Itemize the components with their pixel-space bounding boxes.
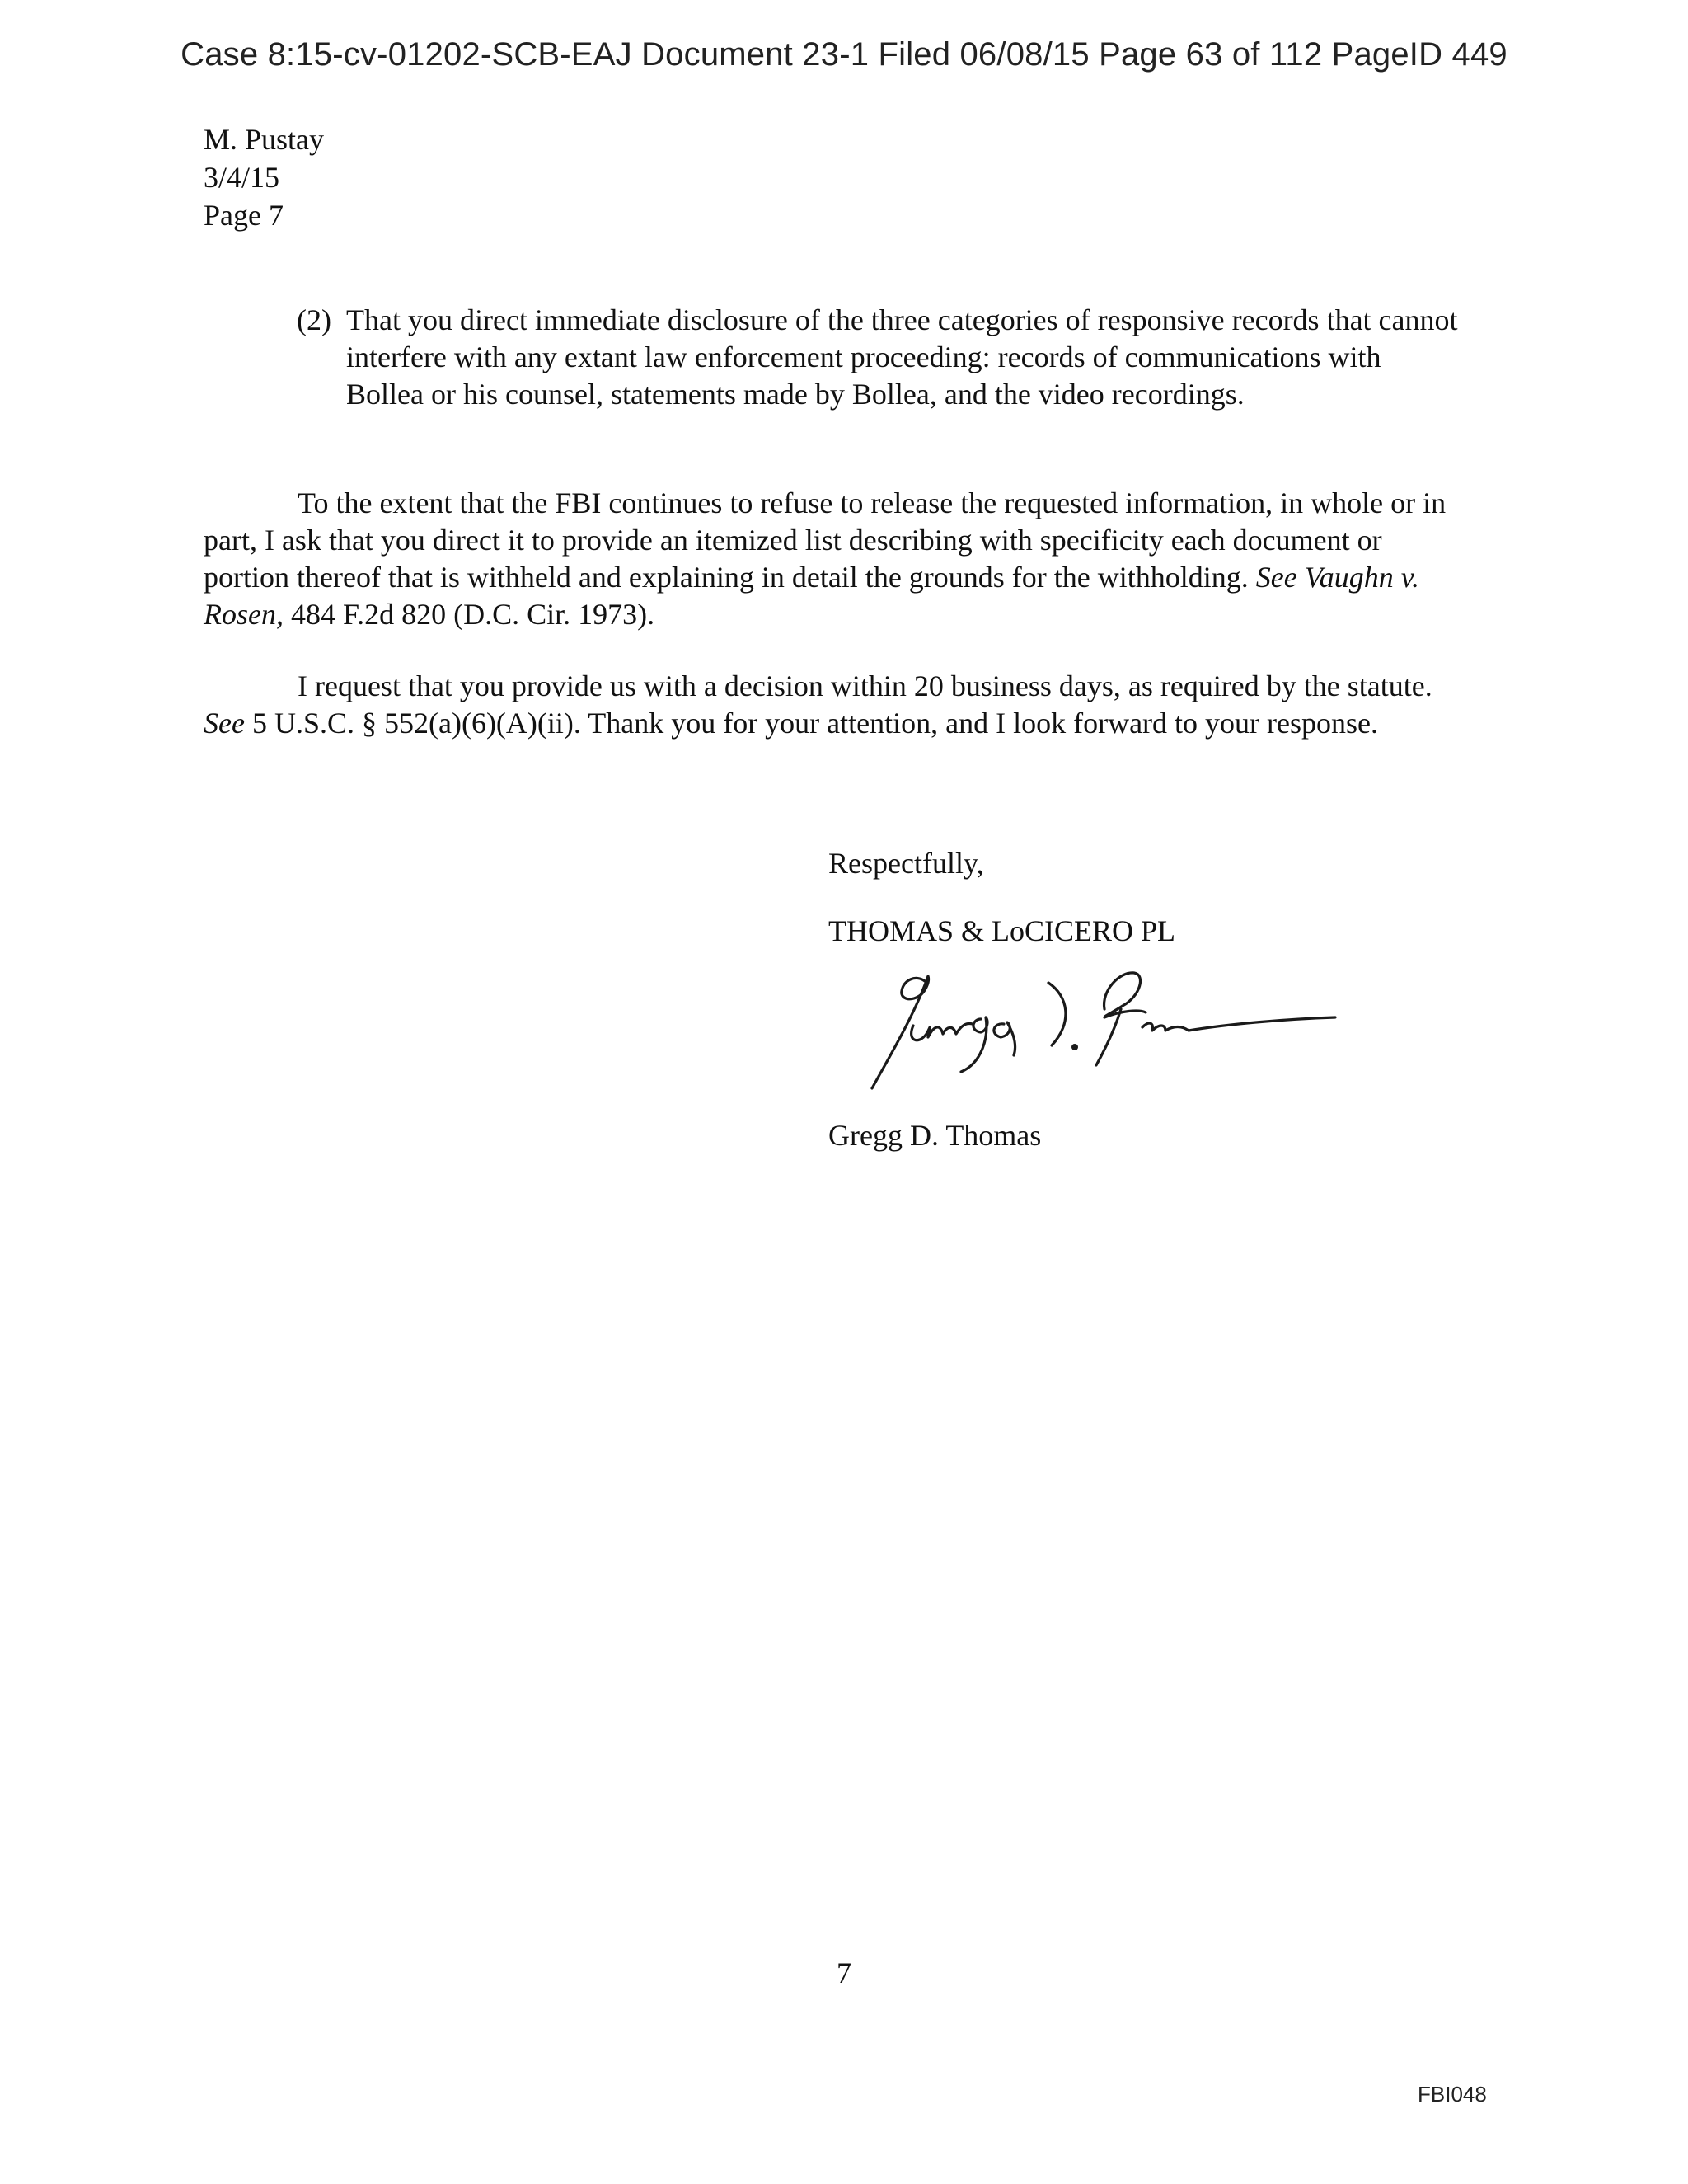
page-number: 7: [837, 1956, 851, 1989]
letter-reference-block: [204, 120, 324, 234]
paragraph-text: 484 F.2d 820 (D.C. Cir. 1973).: [283, 598, 655, 631]
closing-salutation: Respectfully,: [828, 847, 984, 880]
letter-date: 3/4/15: [204, 161, 280, 194]
numbered-request-item: [297, 302, 1459, 413]
paragraph-text: I request that you provide us with a decision within 20 business days, as required by the statute.: [298, 669, 1432, 702]
statute-signal: See: [204, 707, 245, 740]
decision-request-paragraph: [204, 668, 1456, 742]
item-text: That you direct immediate disclosure of the three categories of responsive records that cannot interfere with any extant law enforcement proceeding: records of communications with Bollea or his counsel, statements made by Bollea, and the video recordings.: [346, 303, 1458, 411]
law-firm-name: THOMAS & LoCICERO PL: [828, 914, 1176, 947]
bates-number: FBI048: [1418, 2082, 1487, 2107]
handwritten-signature-icon: [857, 948, 1368, 1097]
recipient-name: M. Pustay: [204, 123, 325, 156]
court-filing-header: Case 8:15-cv-01202-SCB-EAJ Document 23-1 Filed 06/08/15 Page 63 of 112 PageID 449: [181, 36, 1507, 73]
paragraph-text: 5 U.S.C. § 552(a)(6)(A)(ii). Thank you for your attention, and I look forward to your response.: [244, 707, 1378, 740]
paragraph-text: To the extent that the FBI continues to refuse to release the requested information, in whole or in part, I ask that you direct it to provide an itemized list describing with specificity each document or portion thereof that is withheld and explaining in detail the grounds for the withholding.: [204, 486, 1447, 594]
signer-name: Gregg D. Thomas: [828, 1119, 1042, 1152]
item-number: (2): [297, 303, 331, 336]
letter-page-label: Page 7: [204, 199, 284, 232]
case-citation: See Vaughn v. Rosen,: [204, 561, 1420, 631]
vaughn-index-paragraph: [204, 485, 1456, 633]
